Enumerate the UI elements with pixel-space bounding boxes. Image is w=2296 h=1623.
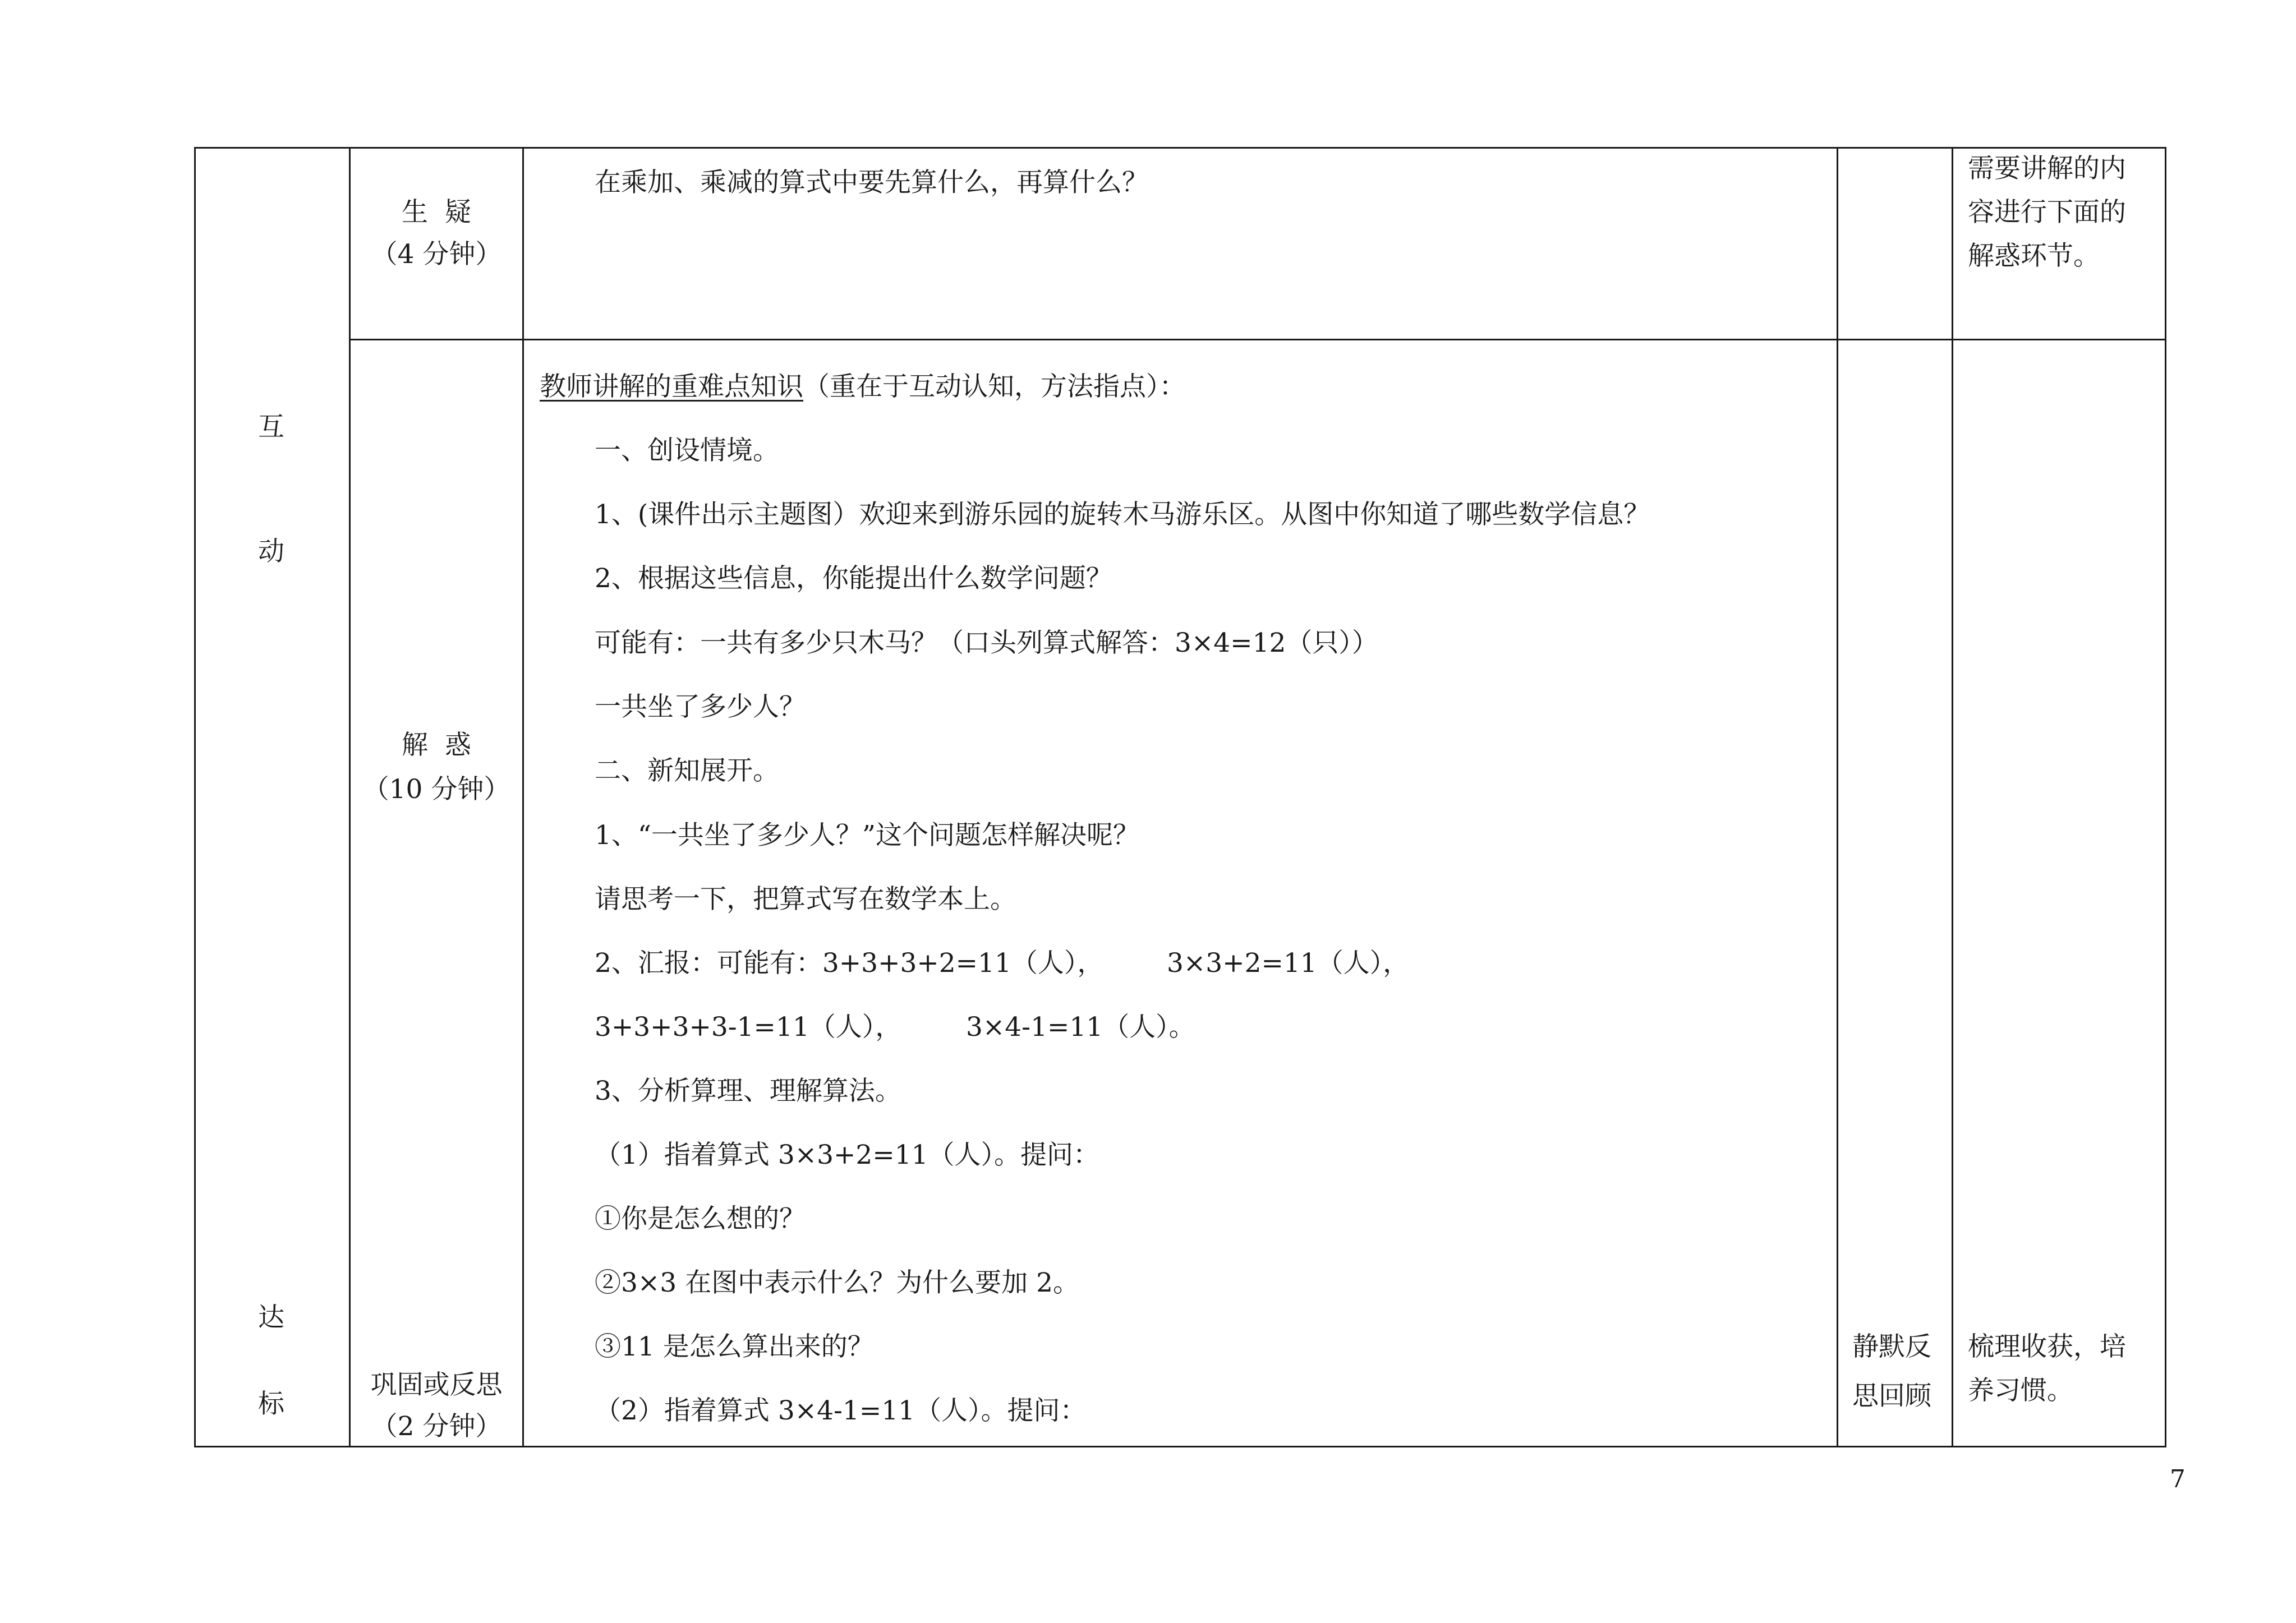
stage-char-2: 动 bbox=[258, 536, 284, 567]
content-line: 二、新知展开。 bbox=[595, 755, 779, 786]
row1-divider bbox=[350, 339, 2166, 340]
note-line-1: 需要讲解的内 bbox=[1968, 153, 2126, 184]
question-text: 在乘加、乘减的算式中要先算什么，再算什么？ bbox=[595, 167, 1148, 198]
content-line: 2、汇报：可能有：3+3+3+2=11（人）， bbox=[595, 948, 1104, 979]
note-line-3: 解惑环节。 bbox=[1968, 241, 2100, 271]
content-line: ②3×3 在图中表示什么？为什么要加 2。 bbox=[595, 1267, 1079, 1298]
heading-rest: （重在于互动认知，方法指点）： bbox=[803, 371, 1186, 402]
phase-label-jiehuo: 解 惑 bbox=[402, 730, 471, 760]
note-line-4: 梳理收获，培 bbox=[1968, 1331, 2126, 1362]
phase-label-shengyi: 生 疑 bbox=[402, 197, 471, 228]
activity-line-1: 静默反 bbox=[1852, 1331, 1931, 1362]
phase-time-jiehuo: （10 分钟） bbox=[362, 774, 510, 805]
note-line-5: 养习惯。 bbox=[1968, 1375, 2073, 1406]
content-line: 3+3+3+3-1=11（人）， bbox=[595, 1012, 902, 1043]
table-right-border bbox=[2165, 147, 2166, 1447]
content-line: （2）指着算式 3×4-1=11（人）。提问： bbox=[595, 1395, 1087, 1426]
content-line: ①你是怎么想的？ bbox=[595, 1204, 806, 1234]
table-top-border bbox=[194, 147, 2166, 149]
content-line: 可能有：一共有多少只木马？（口头列算式解答：3×4=12（只）） bbox=[595, 628, 1378, 658]
page-number: 7 bbox=[2170, 1465, 2185, 1493]
col-divider-4 bbox=[1952, 147, 1953, 1447]
content-line: （1）指着算式 3×3+2=11（人）。提问： bbox=[595, 1140, 1099, 1170]
phase-time-gonggu: （2 分钟） bbox=[371, 1411, 502, 1442]
content-line: 一共坐了多少人？ bbox=[595, 691, 806, 722]
phase-time-shengyi: （4 分钟） bbox=[371, 239, 502, 270]
stage-char-3: 达 bbox=[258, 1302, 284, 1333]
content-line: 1、(课件出示主题图）欢迎来到游乐园的旋转木马游乐区。从图中你知道了哪些数学信息？ bbox=[595, 499, 1650, 530]
content-line: ③11 是怎么算出来的？ bbox=[595, 1331, 874, 1362]
content-line: 3×3+2=11（人）， bbox=[1167, 948, 1410, 979]
phase-label-gonggu: 巩固或反思 bbox=[370, 1370, 503, 1400]
content-line: 3、分析算理、理解算法。 bbox=[595, 1076, 901, 1106]
content-line: 请思考一下，把算式写在数学本上。 bbox=[595, 884, 1016, 915]
table-bottom-border bbox=[194, 1446, 2166, 1447]
content-line: 2、根据这些信息，你能提出什么数学问题？ bbox=[595, 563, 1112, 594]
heading-underlined: 教师讲解的重难点知识 bbox=[540, 371, 803, 402]
table-left-border bbox=[194, 147, 196, 1447]
content-line: 一、创设情境。 bbox=[595, 435, 779, 466]
col-divider-2 bbox=[522, 147, 524, 1447]
content-line: 3×4-1=11（人）。 bbox=[966, 1012, 1195, 1043]
activity-line-2: 思回顾 bbox=[1852, 1381, 1931, 1412]
stage-char-4: 标 bbox=[258, 1389, 284, 1419]
stage-char-1: 互 bbox=[258, 412, 284, 442]
content-heading bbox=[540, 371, 1186, 402]
note-line-2: 容进行下面的 bbox=[1968, 197, 2126, 228]
col-divider-3 bbox=[1837, 147, 1838, 1447]
content-line: 1、“一共坐了多少人？”这个问题怎样解决呢？ bbox=[595, 820, 1139, 851]
